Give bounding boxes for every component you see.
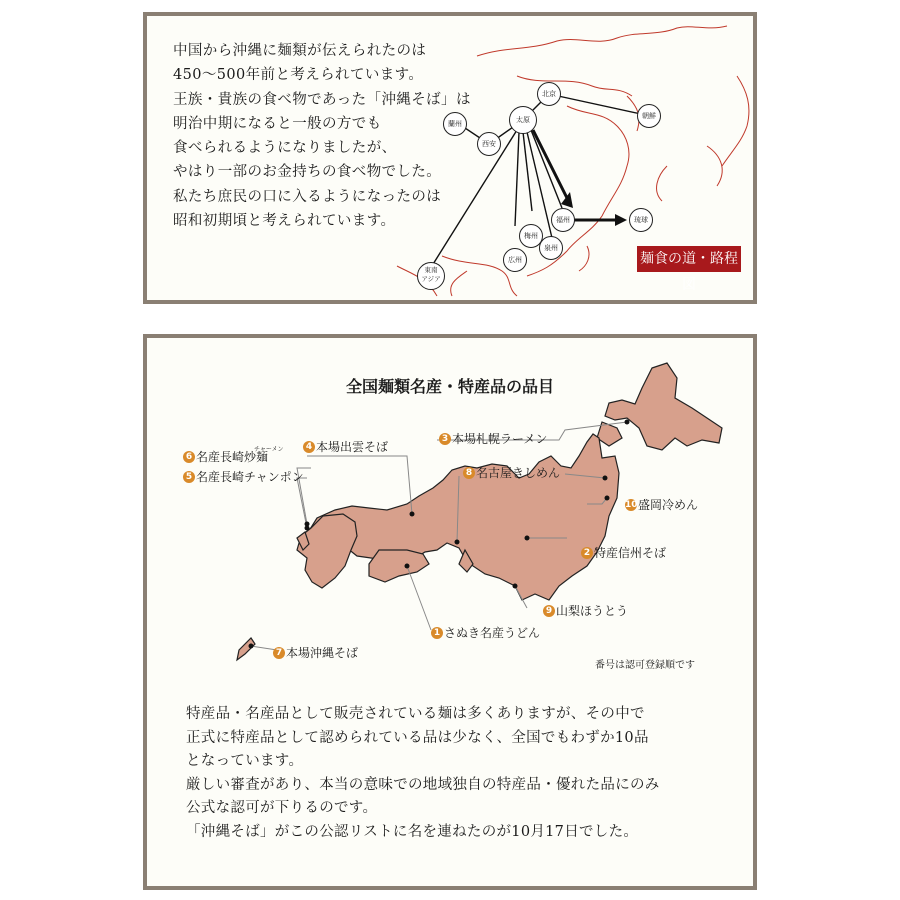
badge-4: 4 — [303, 441, 315, 453]
callout-5 — [183, 468, 304, 485]
callout-7 — [273, 644, 358, 661]
honshu — [307, 434, 619, 600]
city-lanzhou: 蘭州 — [443, 112, 467, 136]
badge-9: 9 — [543, 605, 555, 617]
badge-8: 8 — [463, 467, 475, 479]
badge-3: 3 — [439, 433, 451, 445]
badge-7: 7 — [273, 647, 285, 659]
callout-1 — [431, 624, 540, 641]
city-fuzhou: 福州 — [551, 208, 575, 232]
city-ryukyu: 琉球 — [629, 208, 653, 232]
route-map-title: 麺食の道・路程図 — [637, 246, 741, 272]
body-line: 公式な認可が下りるのです。 — [186, 800, 378, 816]
badge-6: 6 — [183, 451, 195, 463]
body-line: 正式に特産品として認められている品は少なく、全国でもわずか10品 — [186, 729, 649, 746]
registration-note: 番号は認可登録順です — [595, 660, 695, 671]
city-southeast-asia-bottom: アジア — [421, 275, 441, 283]
callout-label: 本場沖縄そば — [286, 646, 359, 660]
city-southeast-asia — [417, 262, 445, 290]
callout-label: 特産信州そば — [594, 546, 667, 560]
route-panel — [143, 12, 757, 304]
ruby-chamen: チャーメン — [254, 446, 284, 453]
body-text — [186, 703, 660, 844]
callout-label: さぬき名産うどん — [444, 626, 541, 640]
callout-9 — [543, 602, 628, 619]
callout-4 — [303, 438, 388, 455]
specialty-panel — [143, 334, 757, 890]
body-line: となっています。 — [186, 753, 304, 769]
city-meizhou: 梅州 — [519, 224, 543, 248]
badge-10: 10 — [625, 499, 638, 510]
callout-6 — [183, 448, 268, 465]
intro-line: 昭和初期頃と考えられています。 — [173, 213, 396, 230]
city-korea: 朝鮮 — [637, 104, 661, 128]
callout-2 — [581, 544, 666, 561]
body-line: 「沖縄そば」がこの公認リストに名を連ねたのが10月17日でした。 — [186, 823, 639, 840]
badge-1: 1 — [431, 627, 443, 639]
callout-label: 本場出雲そば — [316, 440, 389, 454]
callout-10 — [625, 496, 698, 513]
intro-text — [173, 39, 471, 233]
callout-3 — [439, 430, 547, 447]
badge-2: 2 — [581, 547, 593, 559]
callout-label: 盛岡冷めん — [638, 498, 699, 512]
map-title: 全国麺類名産・特産品の品目 — [345, 377, 554, 396]
body-line: 厳しい審査があり、本当の意味での地域独自の特産品・優れた品にのみ — [186, 776, 660, 793]
badge-5: 5 — [183, 471, 195, 483]
callout-label: 本場札幌ラーメン — [452, 432, 548, 446]
route-arrows — [533, 130, 627, 226]
city-quanzhou: 泉州 — [539, 236, 563, 260]
callout-8 — [463, 464, 560, 481]
intro-line: 私たち庶民の口に入るようになったのは — [173, 188, 442, 205]
callout-label: 山梨ほうとう — [556, 604, 629, 618]
callout-label: 名古屋きしめん — [476, 466, 561, 480]
city-southeast-asia-top: 東南 — [424, 266, 438, 274]
intro-line: 食べられるようになりましたが、 — [173, 140, 397, 157]
callout-label: 名産長崎チャンポン — [196, 470, 304, 484]
city-guangzhou: 広州 — [503, 248, 527, 272]
intro-line: 王族・貴族の食べ物であった「沖縄そば」は — [173, 91, 471, 108]
city-xian: 西安 — [477, 132, 501, 156]
intro-line: 450〜500年前と考えられています。 — [173, 67, 424, 84]
callout-label: 名産長崎炒麺 — [196, 450, 269, 464]
intro-line: やはり一部のお金持ちの食べ物でした。 — [173, 164, 442, 181]
city-beijing: 北京 — [537, 82, 561, 106]
city-taiyuan: 太原 — [509, 106, 537, 134]
body-line: 特産品・名産品として販売されている麺は多くありますが、その中で — [186, 706, 645, 722]
intro-line: 明治中期になると一般の方でも — [173, 115, 382, 132]
okinawa — [237, 638, 255, 660]
shikoku — [369, 550, 429, 582]
intro-line: 中国から沖縄に麺類が伝えられたのは — [173, 43, 427, 59]
